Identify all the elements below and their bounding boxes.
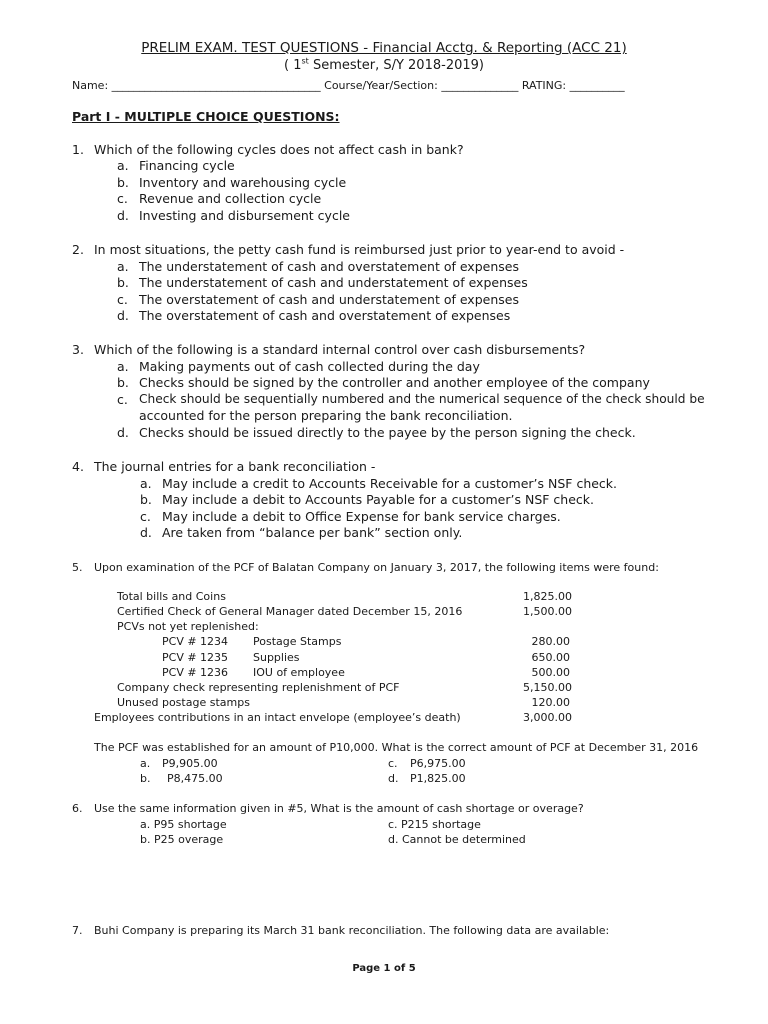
q1-number: 1. xyxy=(72,142,84,157)
pcv-description: Supplies xyxy=(253,651,300,664)
pcv-description: Postage Stamps xyxy=(253,635,342,648)
pcf-item-label: Total bills and Coins xyxy=(117,590,226,603)
q6-choice-a: a. P95 shortage xyxy=(140,818,227,831)
q4-opt-d-label: d. xyxy=(140,525,152,540)
q1-opt-a: Financing cycle xyxy=(139,158,235,173)
q2-opt-b: The understatement of cash and understatement of expenses xyxy=(139,275,528,290)
q1-opt-c: Revenue and collection cycle xyxy=(139,191,322,206)
q4-opt-b-label: b. xyxy=(140,492,152,507)
q5-choice-a-label: a. xyxy=(140,757,151,770)
q4-text: The journal entries for a bank reconciliation - xyxy=(94,459,376,474)
q4-opt-b: May include a debit to Accounts Payable for a customer’s NSF check. xyxy=(162,492,594,507)
q2-text: In most situations, the petty cash fund is reimbursed just prior to year-end to avoid - xyxy=(94,242,625,257)
q3-number: 3. xyxy=(72,342,84,357)
q5-choice-c-label: c. xyxy=(388,757,398,770)
q4-opt-d: Are taken from “balance per bank” section only. xyxy=(162,525,463,540)
q1-opt-d: Investing and disbursement cycle xyxy=(139,208,350,223)
q2-opt-b-label: b. xyxy=(117,275,129,290)
pcv-number: PCV # 1235 xyxy=(162,651,229,664)
student-info-line: Name: ______________________________________ Course/Year/Section: ______________ RATING: __________ xyxy=(72,79,625,92)
q7-number: 7. xyxy=(72,924,83,937)
q3-text: Which of the following is a standard internal control over cash disbursements? xyxy=(94,342,586,357)
page-number: Page 1 of 5 xyxy=(352,963,416,974)
pcf-item-label: Unused postage stamps xyxy=(117,696,250,709)
q4-opt-c: May include a debit to Office Expense for bank service charges. xyxy=(162,509,561,524)
q3-opt-b: Checks should be signed by the controller and another employee of the company xyxy=(139,375,650,390)
q7-text: Buhi Company is preparing its March 31 bank reconciliation. The following data are available: xyxy=(94,924,610,937)
pcf-item-label: Certified Check of General Manager dated December 15, 2016 xyxy=(117,605,463,618)
q1-opt-b-label: b. xyxy=(117,175,129,190)
q5-choice-b-label: b. xyxy=(140,772,151,785)
q1-opt-c-label: c. xyxy=(117,191,128,206)
q1-text: Which of the following cycles does not affect cash in bank? xyxy=(94,142,464,157)
q6-number: 6. xyxy=(72,802,83,815)
q3-opt-c: Check should be sequentially numbered and the numerical sequence of the check should be xyxy=(139,392,705,406)
q3-opt-a: Making payments out of cash collected during the day xyxy=(139,359,480,374)
pcv-amount: 280.00 xyxy=(531,635,570,648)
q5-question: The PCF was established for an amount of P10,000. What is the correct amount of PCF at December 31, 2016 xyxy=(94,741,699,754)
q3-opt-d: Checks should be issued directly to the payee by the person signing the check. xyxy=(139,425,636,440)
q6-choice-d: d. Cannot be determined xyxy=(388,833,526,846)
pcf-item-amount: 5,150.00 xyxy=(523,681,572,694)
exam-semester xyxy=(0,58,768,73)
q3-opt-c-cont: accounted for the person preparing the bank reconciliation. xyxy=(139,408,513,423)
pcv-amount: 650.00 xyxy=(531,651,570,664)
q6-choice-b: b. P25 overage xyxy=(140,833,224,846)
q4-opt-c-label: c. xyxy=(140,509,151,524)
pcv-amount: 500.00 xyxy=(531,666,570,679)
q5-choice-a: P9,905.00 xyxy=(162,757,218,770)
q2-opt-c-label: c. xyxy=(117,292,128,307)
pcf-item-amount: 1,825.00 xyxy=(523,590,572,603)
q3-opt-a-label: a. xyxy=(117,359,129,374)
q2-opt-c: The overstatement of cash and understatement of expenses xyxy=(139,292,519,307)
part1-heading: Part I - MULTIPLE CHOICE QUESTIONS: xyxy=(72,109,340,124)
pcf-item-label: Company check representing replenishment of PCF xyxy=(117,681,400,694)
semester-post: Semester, S/Y 2018-2019) xyxy=(308,58,484,73)
q5-text: Upon examination of the PCF of Balatan Company on January 3, 2017, the following items were found: xyxy=(94,561,659,574)
q5-choice-d: P1,825.00 xyxy=(410,772,466,785)
pcf-item-amount: 3,000.00 xyxy=(523,711,572,724)
q2-number: 2. xyxy=(72,242,84,257)
pcv-number: PCV # 1236 xyxy=(162,666,229,679)
q2-opt-a-label: a. xyxy=(117,259,129,274)
q4-opt-a-label: a. xyxy=(140,476,152,491)
q1-opt-b: Inventory and warehousing cycle xyxy=(139,175,347,190)
semester-sup: st xyxy=(301,56,309,66)
pcf-item-label: Employees contributions in an intact envelope (employee’s death) xyxy=(94,711,461,724)
q4-opt-a: May include a credit to Accounts Receivable for a customer’s NSF check. xyxy=(162,476,618,491)
q5-choice-c: P6,975.00 xyxy=(410,757,466,770)
q6-choice-c: c. P215 shortage xyxy=(388,818,481,831)
q2-opt-d: The overstatement of cash and overstatement of expenses xyxy=(139,308,511,323)
q3-opt-c-label: c. xyxy=(117,392,128,407)
q1-opt-a-label: a. xyxy=(117,158,129,173)
exam-title: PRELIM EXAM. TEST QUESTIONS - Financial Acctg. & Reporting (ACC 21) xyxy=(141,40,627,56)
q5-choice-d-label: d. xyxy=(388,772,399,785)
semester-pre: ( 1 xyxy=(284,58,302,73)
q2-opt-a: The understatement of cash and overstatement of expenses xyxy=(139,259,519,274)
q5-number: 5. xyxy=(72,561,83,574)
q3-opt-b-label: b. xyxy=(117,375,129,390)
pcf-item-amount: 1,500.00 xyxy=(523,605,572,618)
q4-number: 4. xyxy=(72,459,84,474)
q5-choice-b: P8,475.00 xyxy=(167,772,223,785)
pcv-number: PCV # 1234 xyxy=(162,635,229,648)
pcv-description: IOU of employee xyxy=(253,666,345,679)
pcf-item-label: PCVs not yet replenished: xyxy=(117,620,259,633)
q1-opt-d-label: d. xyxy=(117,208,129,223)
q6-text: Use the same information given in #5, What is the amount of cash shortage or overage? xyxy=(94,802,584,815)
q3-opt-d-label: d. xyxy=(117,425,129,440)
pcf-item-amount: 120.00 xyxy=(531,696,570,709)
q2-opt-d-label: d. xyxy=(117,308,129,323)
